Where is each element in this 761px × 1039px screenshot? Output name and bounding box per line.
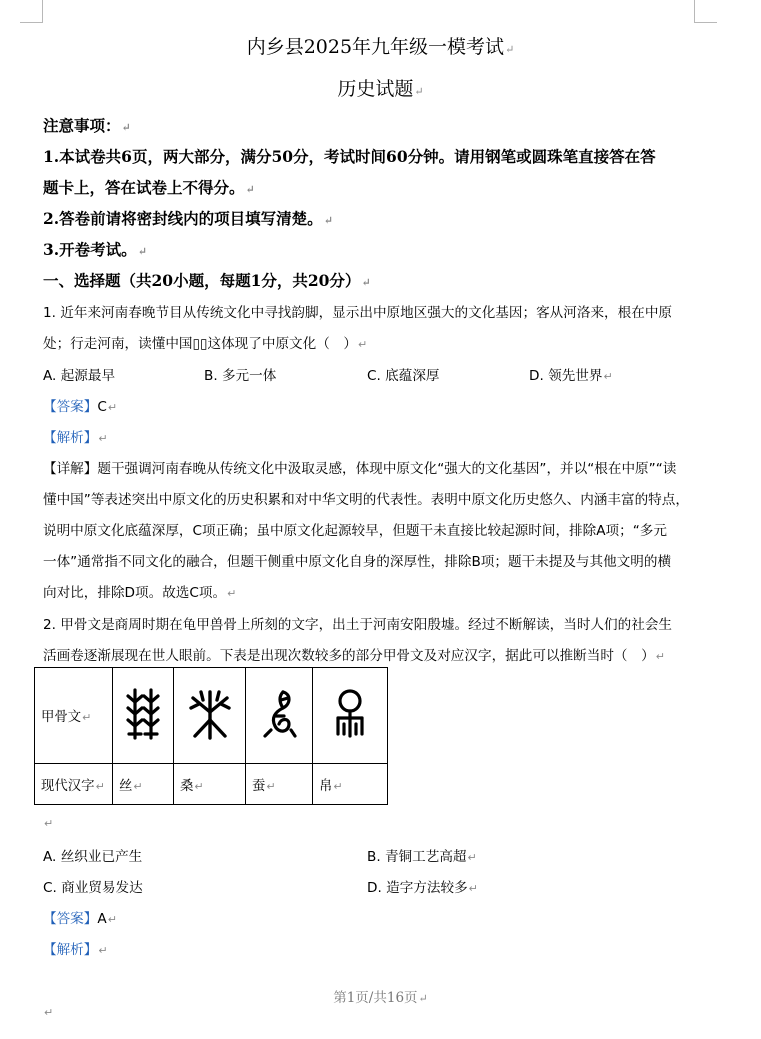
notice-item: 1.本试卷共6页，两大部分，满分50分，考试时间60分钟。请用钢笔或圆珠笔直接答在答 bbox=[43, 147, 656, 166]
page-footer: 第1页/共16页↵ bbox=[333, 990, 428, 1006]
paragraph-mark-icon: ↵ bbox=[98, 432, 108, 445]
q1-answer: 【答案】C↵ bbox=[43, 399, 118, 415]
paragraph-mark-icon: ↵ bbox=[358, 338, 368, 351]
q1-detail: 一体”通常指不同文化的融合，但题干侧重中原文化自身的深厚性，排除B项；题干未提及与其他文明的横 bbox=[43, 554, 672, 570]
paragraph-mark-icon: ↵ bbox=[245, 183, 255, 196]
table-row-label: 甲骨文↵ bbox=[35, 668, 113, 764]
oracle-bo-icon bbox=[313, 668, 388, 764]
notice-heading: 注意事项：↵ bbox=[43, 116, 131, 135]
paragraph-mark-icon: ↵ bbox=[227, 587, 237, 600]
paragraph-mark-icon: ↵ bbox=[44, 1006, 54, 1019]
notice-item: 2.答卷前请将密封线内的项目填写清楚。↵ bbox=[43, 209, 333, 228]
q1-detail: 说明中原文化底蕴深厚，C项正确；虽中原文化起源较早，但题干未直接比较起源时间，排除A项；“多元 bbox=[43, 523, 667, 539]
paragraph-mark-icon: ↵ bbox=[505, 43, 515, 56]
paragraph-mark-icon: ↵ bbox=[44, 817, 54, 830]
paragraph-mark-icon: ↵ bbox=[107, 913, 117, 926]
oracle-sang-icon bbox=[174, 668, 246, 764]
q1-detail: 【详解】题干强调河南春晚从传统文化中汲取灵感，体现中原文化“强大的文化基因”，并以“根在中原”“读 bbox=[43, 461, 677, 477]
q2-option-d: D. 造字方法较多↵ bbox=[367, 880, 478, 896]
paragraph-mark-icon: ↵ bbox=[655, 650, 665, 663]
notice-item: 题卡上，答在试卷上不得分。↵ bbox=[43, 178, 255, 197]
paragraph-mark-icon: ↵ bbox=[414, 85, 424, 98]
paragraph-mark-icon: ↵ bbox=[121, 121, 131, 134]
crop-mark-top-right bbox=[694, 0, 717, 23]
q1-option-d: D. 领先世界↵ bbox=[529, 368, 613, 384]
table-cell-char: 蚕↵ bbox=[246, 764, 313, 805]
oracle-can-icon bbox=[246, 668, 313, 764]
q1-stem: 1. 近年来河南春晚节目从传统文化中寻找韵脚，显示出中原地区强大的文化基因；客从河洛来，根在中原 bbox=[43, 305, 673, 321]
empty-paragraph bbox=[43, 1004, 53, 1020]
table-row-label: 现代汉字↵ bbox=[35, 764, 113, 805]
paragraph-mark-icon: ↵ bbox=[603, 370, 613, 383]
table-cell-char: 帛↵ bbox=[313, 764, 388, 805]
q2-option-c: C. 商业贸易发达 bbox=[43, 880, 143, 896]
q2-option-b: B. 青铜工艺高超↵ bbox=[367, 849, 477, 865]
q1-option-b: B. 多元一体 bbox=[204, 368, 277, 384]
paragraph-mark-icon: ↵ bbox=[361, 276, 371, 289]
paragraph-mark-icon: ↵ bbox=[323, 214, 333, 227]
oracle-si-icon bbox=[113, 668, 174, 764]
q2-stem: 2. 甲骨文是商周时期在龟甲兽骨上所刻的文字，出土于河南安阳殷墟。经过不断解读，当时人们的社会生 bbox=[43, 617, 673, 633]
q2-stem: 活画卷逐渐展现在世人眼前。下表是出现次数较多的部分甲骨文及对应汉字，据此可以推断当时（ ）↵ bbox=[43, 648, 665, 664]
table-cell-char: 丝↵ bbox=[113, 764, 174, 805]
q1-option-c: C. 底蕴深厚 bbox=[367, 368, 440, 384]
q2-option-a: A. 丝织业已产生 bbox=[43, 849, 143, 865]
crop-mark-top-left bbox=[20, 0, 43, 23]
paragraph-mark-icon: ↵ bbox=[107, 401, 118, 414]
exam-title: 内乡县2025年九年级一模考试↵ bbox=[246, 36, 515, 58]
paragraph-mark-icon: ↵ bbox=[418, 992, 428, 1005]
empty-paragraph bbox=[43, 815, 53, 831]
table-cell-char: 桑↵ bbox=[174, 764, 246, 805]
q1-detail: 懂中国”等表述突出中原文化的历史积累和对中华文明的代表性。表明中原文化历史悠久、内涵丰富的特点， bbox=[43, 492, 689, 508]
q1-option-a: A. 起源最早 bbox=[43, 368, 116, 384]
oracle-bone-table bbox=[34, 667, 388, 805]
q2-answer: 【答案】A↵ bbox=[43, 911, 117, 927]
paragraph-mark-icon: ↵ bbox=[137, 245, 147, 258]
exam-subtitle: 历史试题↵ bbox=[337, 78, 424, 100]
q2-analysis-label: 【解析】↵ bbox=[43, 942, 108, 958]
q1-stem: 处；行走河南，读懂中国▯▯这体现了中原文化（ ）↵ bbox=[43, 336, 368, 352]
q1-analysis-label: 【解析】↵ bbox=[43, 430, 108, 446]
paragraph-mark-icon: ↵ bbox=[467, 851, 477, 864]
section-heading: 一、选择题（共20小题，每题1分，共20分）↵ bbox=[43, 271, 371, 290]
paragraph-mark-icon: ↵ bbox=[98, 944, 108, 957]
notice-item: 3.开卷考试。↵ bbox=[43, 240, 147, 259]
q1-detail: 向对比，排除D项。故选C项。↵ bbox=[43, 585, 237, 601]
paragraph-mark-icon: ↵ bbox=[468, 882, 478, 895]
